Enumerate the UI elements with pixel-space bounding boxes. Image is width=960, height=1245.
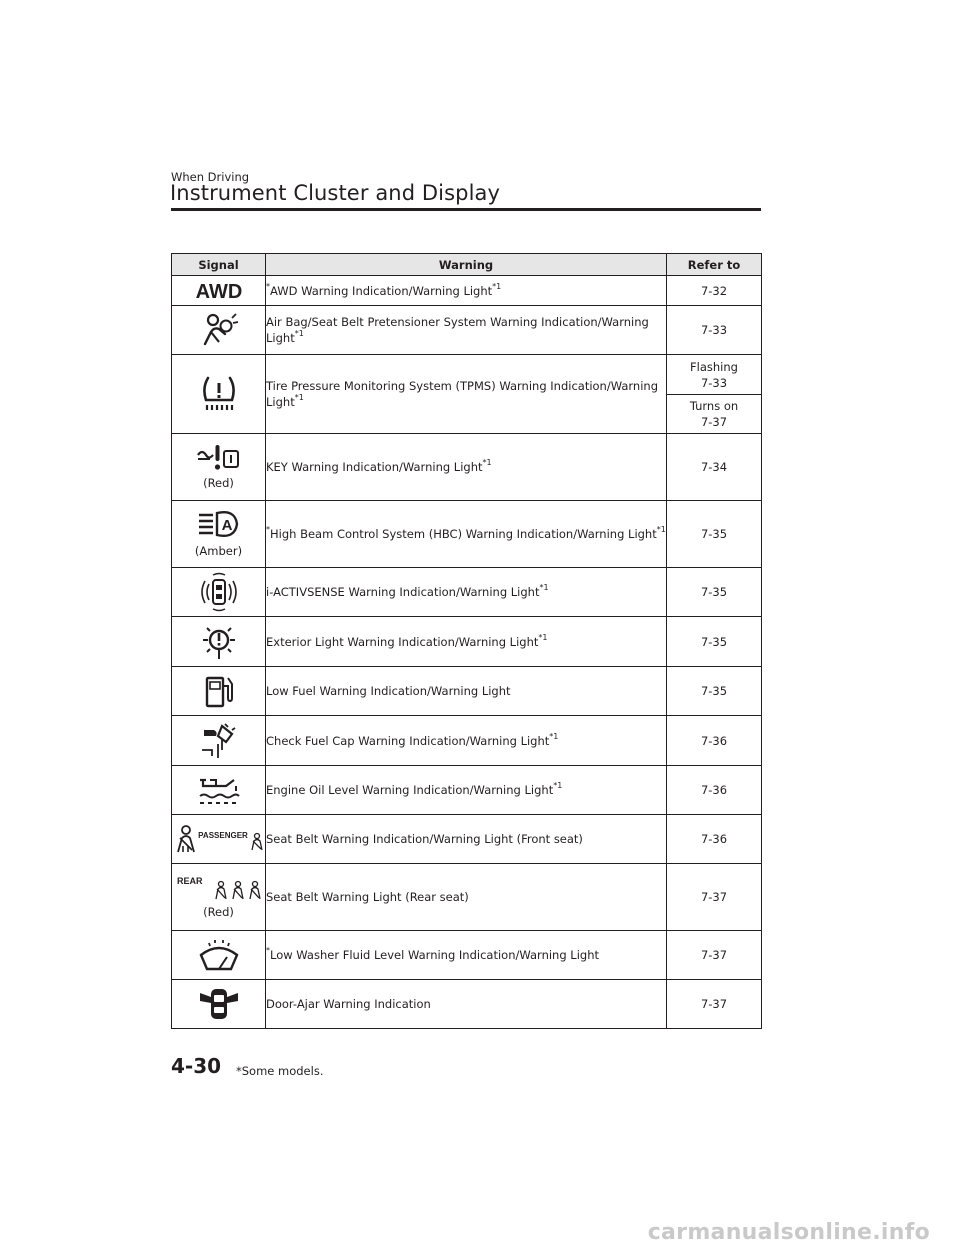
page-ref: 7-36: [700, 832, 728, 846]
washer-fluid-warning-icon: [197, 937, 241, 973]
refer-cell-turns-on: [667, 395, 762, 434]
footnote-ref: *1: [656, 525, 666, 534]
footnote-ref: *1: [294, 329, 304, 338]
footnote-ref: *1: [492, 281, 502, 291]
warning-cell: [266, 568, 667, 617]
signal-cell: [172, 568, 266, 617]
table-header-row: [172, 254, 762, 276]
warning-cell: [266, 501, 667, 568]
footnote-ref: *1: [539, 583, 549, 592]
page-ref: 7-33: [700, 375, 728, 390]
warning-table: [171, 253, 762, 1029]
key-warning-icon: [196, 443, 242, 473]
warning-cell: [266, 864, 667, 931]
table-row: [172, 864, 762, 931]
warning-cell: [266, 617, 667, 667]
table-row: [172, 306, 762, 355]
signal-cell: [172, 617, 266, 667]
air-bag-warning-icon: [199, 312, 239, 348]
signal-cell: [172, 276, 266, 306]
signal-cell: [172, 434, 266, 501]
signal-cell: [172, 815, 266, 864]
table-row: [172, 716, 762, 766]
warning-cell: [266, 766, 667, 815]
warning-text: Low Washer Fluid Level Warning Indication/Warning Light: [270, 948, 600, 962]
footnote-ref: *1: [549, 731, 559, 741]
warning-cell: [266, 815, 667, 864]
warning-text: Air Bag/Seat Belt Pretensioner System Warning Indication/Warning Light: [266, 315, 649, 345]
signal-color-note: (Amber): [194, 544, 243, 558]
page-ref: 7-37: [700, 415, 728, 429]
warning-text: Engine Oil Level Warning Indication/Warning Light: [266, 783, 554, 797]
table-row: [172, 980, 762, 1029]
signal-cell: [172, 864, 266, 931]
refer-cell: [667, 864, 762, 931]
page-ref: 7-37: [700, 890, 728, 904]
footnote-ref: *1: [553, 781, 563, 790]
low-fuel-warning-icon: [199, 672, 239, 710]
seat-belt-rear-warning-icon: [174, 874, 264, 902]
footnote-mark: *: [266, 281, 270, 291]
warning-text: Low Fuel Warning Indication/Warning Light: [266, 684, 511, 698]
page-number: 4-30: [171, 1054, 222, 1078]
page-ref: 7-34: [700, 460, 728, 474]
column-header-signal: Signal: [172, 254, 266, 276]
warning-text: i-ACTIVSENSE Warning Indication/Warning Light: [266, 585, 540, 599]
warning-text: Seat Belt Warning Light (Rear seat): [266, 890, 469, 904]
watermark: carmanualsonline.info: [647, 1220, 930, 1245]
page-ref: 7-35: [700, 527, 728, 541]
refer-cell: [667, 667, 762, 716]
footnote-mark: *: [266, 946, 270, 955]
table-row: [172, 617, 762, 667]
warning-cell: [266, 306, 667, 355]
refer-cell: [667, 766, 762, 815]
i-activsense-warning-icon: [199, 572, 239, 612]
page-ref: 7-36: [700, 733, 728, 748]
table-row: [172, 276, 762, 306]
tpms-warning-icon: [199, 374, 239, 414]
footnote: *Some models.: [236, 1064, 324, 1078]
table-row: [172, 931, 762, 980]
rear-icon-text: REAR: [176, 876, 203, 886]
fuel-cap-warning-icon: [198, 722, 240, 760]
warning-text: Tire Pressure Monitoring System (TPMS) Warning Indication/Warning Light: [266, 379, 658, 409]
page-ref: 7-37: [700, 997, 728, 1011]
footnote-ref: *1: [538, 632, 548, 642]
svg-text:A: A: [221, 517, 232, 534]
awd-warning-icon: [195, 280, 243, 302]
table-row: [172, 815, 762, 864]
warning-text: KEY Warning Indication/Warning Light: [266, 460, 483, 474]
warning-text: Exterior Light Warning Indication/Warning Light: [266, 634, 539, 649]
page-title: Instrument Cluster and Display: [170, 181, 501, 205]
warning-cell: [266, 931, 667, 980]
footnote-ref: *1: [294, 393, 304, 402]
seat-belt-front-warning-icon: [174, 824, 264, 854]
refer-cell: [667, 617, 762, 667]
warning-cell: [266, 355, 667, 434]
title-rule: [171, 208, 761, 211]
warning-text: Check Fuel Cap Warning Indication/Warning Light: [266, 733, 550, 748]
page-ref: 7-35: [700, 585, 728, 599]
refer-cell: [667, 931, 762, 980]
refer-cell: [667, 980, 762, 1029]
page-ref: 7-35: [700, 634, 728, 649]
signal-cell: [172, 306, 266, 355]
refer-cell: [667, 306, 762, 355]
footnote-ref: *1: [482, 458, 492, 467]
table-row: [172, 501, 762, 568]
signal-cell: [172, 501, 266, 568]
table-row: [172, 766, 762, 815]
refer-cell-flashing: [667, 355, 762, 395]
door-ajar-warning-icon: [197, 985, 241, 1023]
refer-cell: [667, 501, 762, 568]
exterior-light-warning-icon: [199, 622, 239, 662]
signal-cell: [172, 980, 266, 1029]
warning-cell: [266, 434, 667, 501]
footnote-mark: *: [266, 525, 270, 534]
column-header-warning: Warning: [266, 254, 667, 276]
section-label: When Driving: [171, 170, 250, 184]
signal-cell: [172, 716, 266, 766]
warning-cell: [266, 276, 667, 306]
page-ref: 7-36: [700, 783, 728, 797]
refer-cell: [667, 434, 762, 501]
refer-cell: [667, 716, 762, 766]
signal-cell: [172, 931, 266, 980]
refer-cell: [667, 815, 762, 864]
refer-cell: [667, 568, 762, 617]
page-ref: 7-33: [700, 323, 728, 337]
awd-icon-text: AWD: [195, 280, 242, 302]
ref-condition-label: Turns on: [689, 399, 739, 413]
signal-cell: [172, 766, 266, 815]
page-ref: 7-37: [700, 948, 728, 962]
ref-condition-label: Flashing: [690, 359, 738, 374]
refer-cell: [667, 276, 762, 306]
warning-cell: [266, 716, 667, 766]
warning-text: Door-Ajar Warning Indication: [266, 997, 431, 1011]
table-row: [172, 667, 762, 716]
warning-text: AWD Warning Indication/Warning Light: [270, 283, 493, 298]
warning-cell: [266, 980, 667, 1029]
warning-text: High Beam Control System (HBC) Warning Indication/Warning Light: [270, 527, 657, 541]
engine-oil-warning-icon: [196, 772, 242, 808]
table-row: [172, 434, 762, 501]
signal-cell: [172, 667, 266, 716]
column-header-refer-to: Refer to: [667, 254, 762, 276]
warning-cell: [266, 667, 667, 716]
table-row: [172, 355, 762, 395]
page-ref: 7-32: [700, 283, 728, 298]
passenger-icon-text: PASSENGER: [197, 831, 248, 840]
signal-color-note: (Red): [203, 905, 234, 919]
signal-cell: [172, 355, 266, 434]
signal-color-note: (Red): [203, 476, 234, 490]
warning-text: Seat Belt Warning Indication/Warning Light (Front seat): [266, 832, 583, 846]
table-row: [172, 568, 762, 617]
page-ref: 7-35: [700, 684, 728, 698]
hbc-warning-icon: [195, 509, 243, 541]
